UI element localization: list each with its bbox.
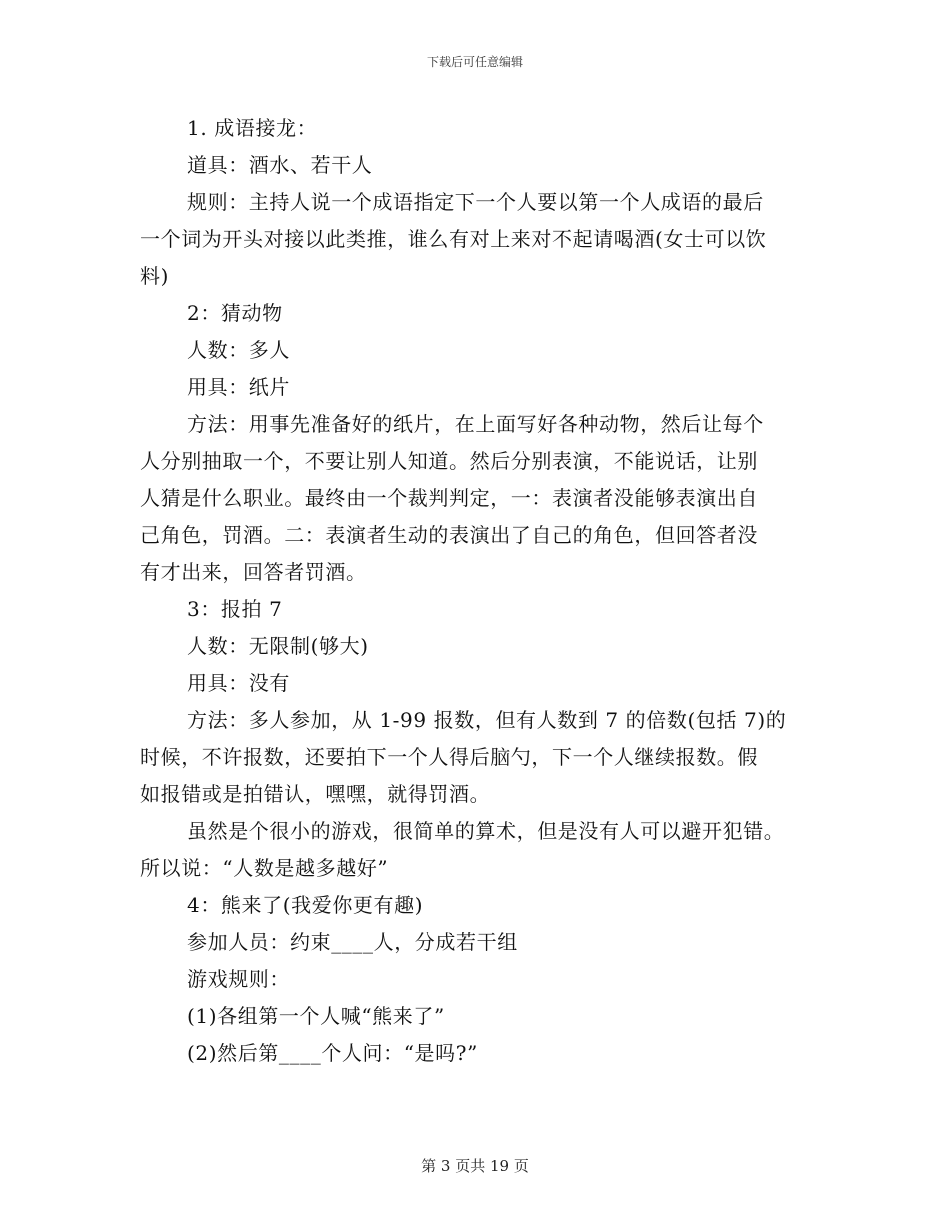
paragraph-line: 人猜是什么职业。最终由一个裁判判定，一：表演者没能够表演出自 xyxy=(140,486,758,510)
paragraph-line: 一个词为开头对接以此类推，谁么有对上来对不起请喝酒(女士可以饮 xyxy=(140,227,767,251)
document-body xyxy=(140,110,806,1072)
paragraph-line: 用具：没有 xyxy=(187,671,290,695)
paragraph-line: 游戏规则： xyxy=(187,967,290,991)
paragraph-line: 虽然是个很小的游戏，很简单的算术，但是没有人可以避开犯错。 xyxy=(187,819,785,843)
paragraph-line: 时候，不许报数，还要拍下一个人得后脑勺，下一个人继续报数。假 xyxy=(140,745,758,769)
paragraph-line: 用具：纸片 xyxy=(187,375,290,399)
section-title-guess-animal: 2：猜动物 xyxy=(187,301,283,325)
paragraph-line: 人分别抽取一个，不要让别人知道。然后分别表演，不能说话，让别 xyxy=(140,449,758,473)
page-header: 下载后可任意编辑 xyxy=(426,55,523,69)
section-title-clap-seven: 3：报拍 7 xyxy=(187,597,283,621)
paragraph-line: 人数：多人 xyxy=(187,338,290,362)
paragraph-line: 己角色，罚酒。二：表演者生动的表演出了自己的角色，但回答者没 xyxy=(140,523,758,547)
paragraph-line: 有才出来，回答者罚酒。 xyxy=(140,560,367,584)
paragraph-line: 人数：无限制(够大) xyxy=(187,634,369,658)
paragraph-line: 规则：主持人说一个成语指定下一个人要以第一个人成语的最后 xyxy=(187,190,764,214)
paragraph-line: 方法：用事先准备好的纸片，在上面写好各种动物，然后让每个 xyxy=(187,412,764,436)
list-item: (1)各组第一个人喊“熊来了” xyxy=(187,1004,445,1028)
page-footer: 第 3 页共 19 页 xyxy=(421,1157,529,1175)
paragraph-line: 所以说：“人数是越多越好” xyxy=(140,856,389,880)
paragraph-line: 方法：多人参加，从 1-99 报数，但有人数到 7 的倍数(包括 7)的 xyxy=(187,708,787,732)
paragraph-line: 料) xyxy=(140,264,170,288)
section-title-bear-coming: 4：熊来了(我爱你更有趣) xyxy=(187,893,424,917)
paragraph-line: 参加人员：约束____人，分成若干组 xyxy=(187,930,518,954)
paragraph-line: 道具：酒水、若干人 xyxy=(187,153,373,177)
list-item: (2)然后第____个人问：“是吗?” xyxy=(187,1041,478,1065)
section-title-idiom-chain: 1. 成语接龙： xyxy=(187,116,318,140)
paragraph-line: 如报错或是拍错认，嘿嘿，就得罚酒。 xyxy=(140,782,491,806)
